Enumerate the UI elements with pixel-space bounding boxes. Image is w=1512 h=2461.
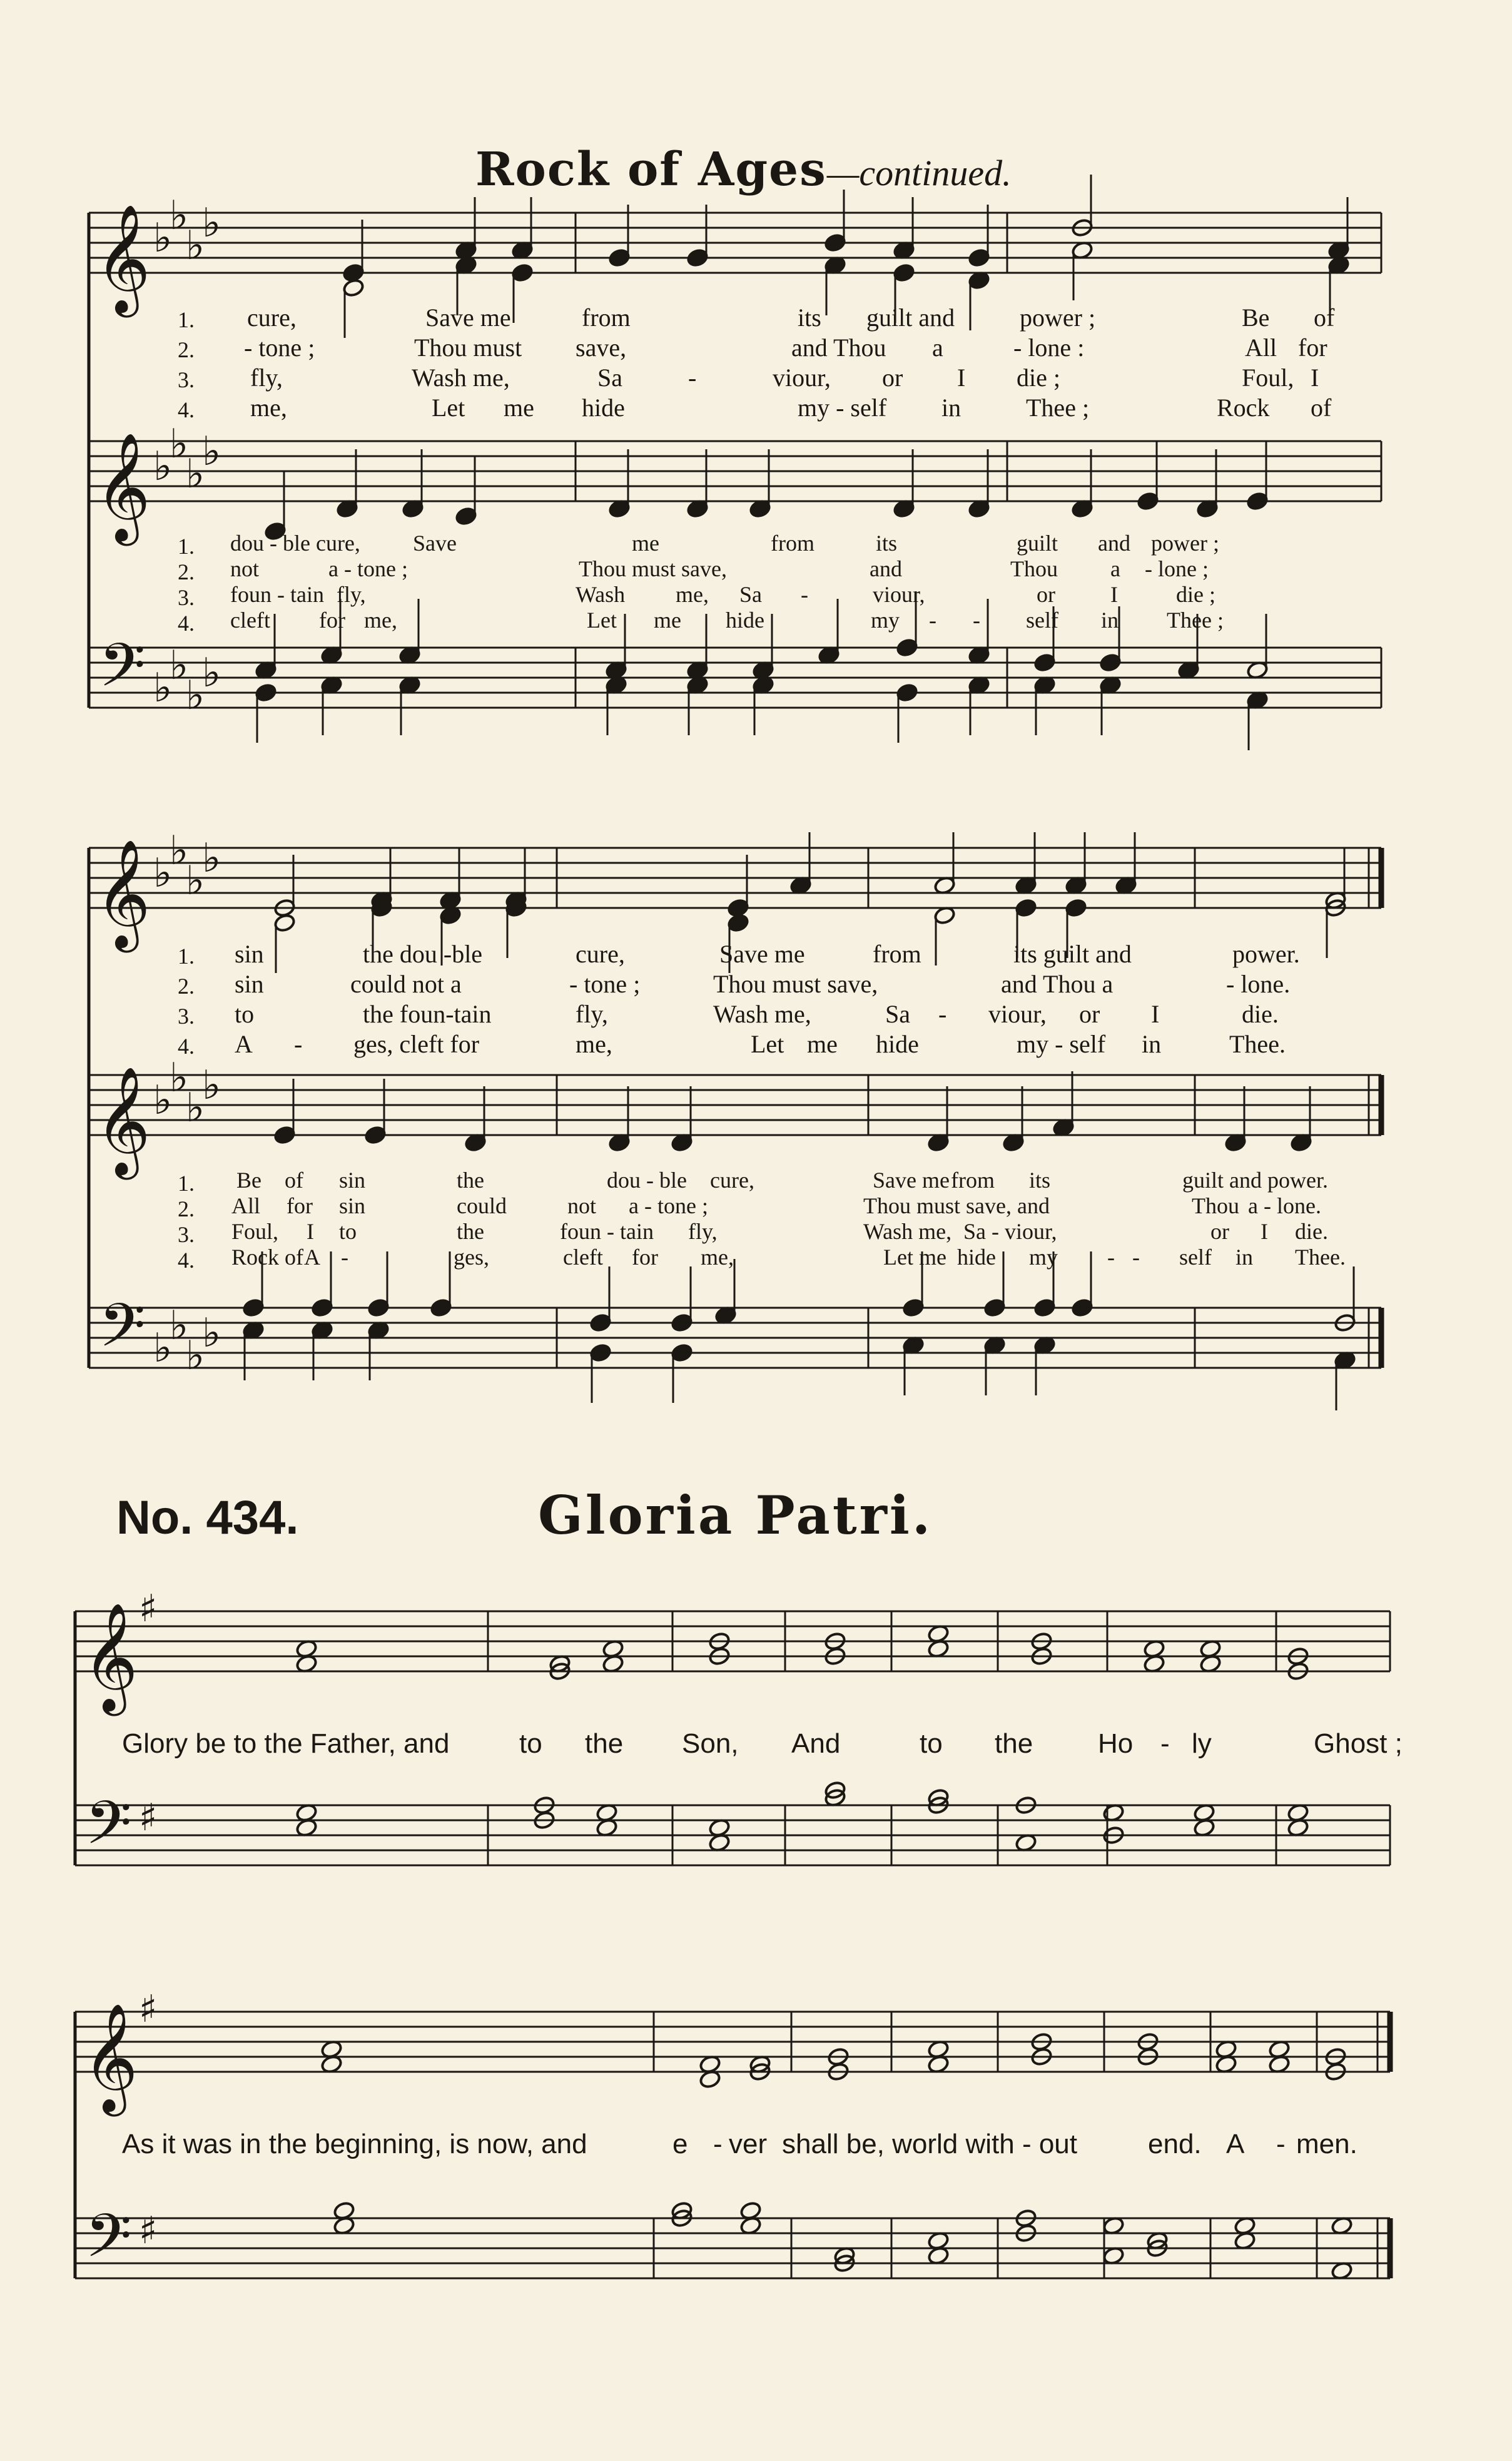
bass-clef: 𝄢 bbox=[85, 2201, 132, 2286]
lyric-syllable: Wash me, bbox=[713, 1000, 811, 1028]
lyric-syllable: guilt and bbox=[866, 303, 955, 332]
lyric-syllable: my bbox=[871, 608, 900, 633]
verse-number: 3. bbox=[178, 1222, 195, 1247]
verse-number: 1. bbox=[178, 307, 195, 332]
verse-number: 3. bbox=[178, 1004, 195, 1029]
lyric-syllable: Ghost ; bbox=[1314, 1728, 1403, 1759]
lyric-syllable: to bbox=[920, 1728, 943, 1759]
flat-sign: ♭ bbox=[170, 643, 189, 689]
lyric-syllable: power ; bbox=[1020, 303, 1096, 332]
flat-sign: ♭ bbox=[186, 1085, 205, 1131]
lyric-syllable: or bbox=[1210, 1219, 1229, 1244]
lyric-syllable: hide bbox=[582, 394, 625, 422]
lyric-syllable: All bbox=[1245, 334, 1277, 362]
hymn-number: No. 434. bbox=[116, 1491, 299, 1544]
lyric-syllable: Let me bbox=[883, 1245, 946, 1270]
lyric-syllable: Sa bbox=[885, 1000, 910, 1028]
verse-number: 3. bbox=[178, 585, 195, 610]
lyric-syllable: me, bbox=[364, 608, 397, 633]
lyric-syllable: power ; bbox=[1151, 531, 1219, 556]
lyric-syllable: Sa bbox=[739, 582, 762, 607]
lyric-syllable: ly bbox=[1192, 1728, 1212, 1759]
treble-clef: 𝄞 bbox=[95, 839, 151, 948]
lyric-syllable: to bbox=[339, 1219, 357, 1244]
lyric-syllable: - bbox=[1160, 1728, 1170, 1759]
lyric-syllable: from bbox=[582, 303, 631, 332]
lyric-syllable: shall be, world with - out bbox=[782, 2129, 1077, 2159]
verse-number: 1. bbox=[178, 944, 195, 969]
lyric-syllable: Wash me, bbox=[412, 364, 510, 392]
flat-sign: ♭ bbox=[153, 1325, 173, 1372]
lyric-syllable: me, bbox=[576, 1030, 612, 1058]
treble-clef: 𝄞 bbox=[83, 2003, 138, 2112]
lyric-syllable: Save bbox=[413, 531, 457, 556]
lyric-syllable: I bbox=[1261, 1219, 1268, 1244]
lyric-syllable: its guilt and bbox=[1013, 940, 1132, 968]
lyric-syllable: the bbox=[995, 1728, 1033, 1759]
lyric-syllable: Wash bbox=[576, 582, 626, 607]
lyric-syllable: Thou must bbox=[414, 334, 522, 362]
lyric-syllable: self bbox=[1026, 608, 1058, 633]
lyric-syllable: die. bbox=[1242, 1000, 1279, 1028]
verse-number: 1. bbox=[178, 534, 195, 559]
lyric-syllable: die. bbox=[1295, 1219, 1328, 1244]
lyric-syllable: to bbox=[519, 1728, 542, 1759]
lyric-syllable: Rock bbox=[1217, 394, 1270, 422]
lyric-syllable: self bbox=[1179, 1245, 1212, 1270]
flat-sign: ♭ bbox=[170, 1055, 189, 1101]
lyric-syllable: A bbox=[304, 1245, 320, 1270]
lyric-syllable: foun - tain bbox=[560, 1219, 654, 1244]
verse-number: 4. bbox=[178, 1034, 195, 1059]
lyric-syllable: could bbox=[457, 1193, 507, 1218]
lyric-syllable: die ; bbox=[1176, 582, 1215, 607]
flat-sign: ♭ bbox=[202, 1062, 221, 1109]
running-title bbox=[475, 143, 1012, 196]
lyric-syllable: my - self bbox=[798, 394, 887, 422]
verse-number: 3. bbox=[178, 367, 195, 392]
lyric-syllable: my - self bbox=[1017, 1030, 1106, 1058]
treble-clef: 𝄞 bbox=[95, 204, 151, 313]
verse-number: 2. bbox=[178, 1196, 195, 1221]
lyric-syllable: end. bbox=[1148, 2129, 1202, 2159]
lyric-syllable: - bbox=[973, 608, 980, 633]
lyric-syllable: in bbox=[941, 394, 961, 422]
lyric-syllable: my bbox=[1029, 1245, 1058, 1270]
flat-sign: ♭ bbox=[186, 858, 205, 904]
lyric-syllable: fly, bbox=[576, 1000, 608, 1028]
lyric-syllable: hide bbox=[726, 608, 764, 633]
lyric-syllable: cure, bbox=[710, 1168, 754, 1193]
lyric-syllable: Foul, bbox=[231, 1219, 279, 1244]
lyric-syllable: I bbox=[957, 364, 966, 392]
lyric-syllable: a bbox=[932, 334, 943, 362]
lyric-syllable: me, bbox=[701, 1245, 734, 1270]
lyric-syllable: I bbox=[1311, 364, 1319, 392]
lyric-syllable: Foul, bbox=[1242, 364, 1294, 392]
lyric-syllable: ver bbox=[729, 2129, 768, 2159]
lyric-syllable: in bbox=[1101, 608, 1119, 633]
lyric-syllable: Thou must save, bbox=[579, 556, 727, 581]
lyric-syllable: A bbox=[235, 1030, 253, 1058]
lyric-syllable: its bbox=[798, 303, 821, 332]
lyric-syllable: - bbox=[801, 582, 808, 607]
lyric-syllable: not bbox=[567, 1193, 597, 1218]
bass-clef: 𝄢 bbox=[85, 1788, 132, 1873]
lyric-syllable: Glory be to the Father, and bbox=[122, 1728, 450, 1759]
lyric-syllable: Sa bbox=[597, 364, 622, 392]
lyric-syllable: in bbox=[1142, 1030, 1162, 1058]
lyric-syllable: A bbox=[1226, 2129, 1245, 2159]
lyric-syllable: fly, bbox=[688, 1219, 718, 1244]
lyric-syllable: in bbox=[1235, 1245, 1254, 1270]
lyric-syllable: Let bbox=[587, 608, 617, 633]
verse-number: 2. bbox=[178, 974, 195, 999]
lyric-syllable: a - tone ; bbox=[629, 1193, 708, 1218]
lyric-syllable: Let bbox=[751, 1030, 784, 1058]
lyric-syllable: cleft bbox=[563, 1245, 603, 1270]
flat-sign: ♭ bbox=[202, 835, 221, 882]
lyric-syllable: Let bbox=[432, 394, 465, 422]
lyric-syllable: I bbox=[1151, 1000, 1160, 1028]
lyric-syllable: Son, bbox=[682, 1728, 739, 1759]
verse-number: 2. bbox=[178, 337, 195, 362]
running-title-suffix: —continued. bbox=[826, 153, 1012, 193]
lyric-syllable: its bbox=[1029, 1168, 1051, 1193]
flat-sign: ♭ bbox=[202, 200, 221, 247]
lyric-syllable: Wash me, bbox=[863, 1219, 952, 1244]
lyric-syllable: a - tone ; bbox=[328, 556, 408, 581]
lyric-syllable: - bbox=[938, 1000, 947, 1028]
lyric-syllable: I bbox=[1110, 582, 1118, 607]
lyric-syllable: Thee ; bbox=[1026, 394, 1090, 422]
lyric-syllable: the bbox=[457, 1219, 484, 1244]
lyric-syllable: As it was in the beginning, is now, and bbox=[122, 2129, 587, 2159]
lyric-syllable: or bbox=[882, 364, 903, 392]
lyric-syllable: me bbox=[654, 608, 681, 633]
flat-sign: ♭ bbox=[186, 223, 205, 269]
lyric-syllable: foun - tain bbox=[230, 582, 324, 607]
lyric-syllable: the bbox=[585, 1728, 624, 1759]
verse-number: 4. bbox=[178, 397, 195, 422]
lyric-syllable: a bbox=[1110, 556, 1120, 581]
lyric-syllable: cure, bbox=[576, 940, 625, 968]
lyric-syllable: Thou must save, and bbox=[863, 1193, 1050, 1218]
flat-sign: ♭ bbox=[186, 1333, 205, 1379]
lyric-syllable: dou - ble cure, bbox=[230, 531, 360, 556]
treble-clef: 𝄞 bbox=[95, 432, 151, 541]
lyric-syllable: - bbox=[688, 364, 697, 392]
lyric-syllable: viour, bbox=[773, 364, 831, 392]
verse-number: 4. bbox=[178, 1248, 195, 1273]
flat-sign: ♭ bbox=[153, 1078, 173, 1124]
lyric-syllable: - lone ; bbox=[1145, 556, 1209, 581]
lyric-syllable: Save me bbox=[719, 940, 805, 968]
clefs bbox=[83, 204, 151, 2286]
lyric-syllable: Ho bbox=[1098, 1728, 1134, 1759]
lyric-syllable: Thou must save, bbox=[713, 970, 878, 998]
lyric-syllable: Sa - viour, bbox=[963, 1219, 1057, 1244]
lyric-syllable: Thee. bbox=[1295, 1245, 1346, 1270]
lyric-syllable: cure, bbox=[247, 303, 297, 332]
treble-clef: 𝄞 bbox=[83, 1602, 138, 1711]
lyric-syllable: sin bbox=[339, 1168, 366, 1193]
lyric-syllable: to bbox=[235, 1000, 255, 1028]
verse-number: 2. bbox=[178, 559, 195, 584]
verse-number: 1. bbox=[178, 1171, 195, 1196]
lyric-syllable: sin bbox=[235, 970, 264, 998]
lyric-syllable: for bbox=[632, 1245, 658, 1270]
lyric-syllable: - bbox=[1132, 1245, 1140, 1270]
lyric-syllable: fly, bbox=[337, 582, 366, 607]
lyric-syllable: from bbox=[771, 531, 814, 556]
lyric-syllable: - bbox=[713, 2129, 723, 2159]
lyric-syllable: Thou bbox=[1010, 556, 1058, 581]
flat-sign: ♭ bbox=[202, 429, 221, 475]
lyric-syllable: viour, bbox=[873, 582, 925, 607]
lyric-syllable: Rock of bbox=[231, 1245, 303, 1270]
lyric-syllable: - bbox=[294, 1030, 303, 1058]
lyric-syllable: power. bbox=[1232, 940, 1300, 968]
flat-sign: ♭ bbox=[202, 650, 221, 696]
lyric-syllable: Save me bbox=[425, 303, 511, 332]
lyric-syllable: the bbox=[457, 1168, 484, 1193]
lyric-syllable: of bbox=[1314, 303, 1335, 332]
lyric-syllable: from bbox=[951, 1168, 995, 1193]
lyric-syllable: die ; bbox=[1017, 364, 1060, 392]
flat-sign: ♭ bbox=[153, 665, 173, 711]
lyric-syllable: could not a bbox=[350, 970, 462, 998]
lyric-syllable: or bbox=[1079, 1000, 1100, 1028]
lyric-syllable: for bbox=[287, 1193, 313, 1218]
flat-sign: ♭ bbox=[202, 1310, 221, 1357]
lyric-syllable: or bbox=[1037, 582, 1055, 607]
lyric-syllable: a - lone. bbox=[1248, 1193, 1321, 1218]
lyric-syllable: - bbox=[341, 1245, 348, 1270]
lyric-syllable: sin bbox=[235, 940, 264, 968]
lyric-syllable: Thou bbox=[1192, 1193, 1239, 1218]
lyric-syllable: of bbox=[1311, 394, 1332, 422]
sharp-sign: ♯ bbox=[139, 1796, 158, 1840]
lyric-syllable: sin bbox=[339, 1193, 366, 1218]
lyric-syllable: - bbox=[929, 608, 936, 633]
flat-sign: ♭ bbox=[153, 444, 173, 490]
lyric-syllable: cleft bbox=[230, 608, 270, 633]
flat-sign: ♭ bbox=[186, 673, 205, 719]
lyric-syllable: and Thou bbox=[791, 334, 886, 362]
lyric-syllable: me, bbox=[250, 394, 287, 422]
flat-sign: ♭ bbox=[170, 828, 189, 874]
bass-clef: 𝄢 bbox=[99, 631, 146, 715]
lyric-syllable: ges, bbox=[454, 1245, 489, 1270]
sharp-sign: ♯ bbox=[139, 2209, 158, 2253]
lyric-syllable: I bbox=[307, 1219, 314, 1244]
lyric-syllable: the dou -ble bbox=[363, 940, 483, 968]
flat-sign: ♭ bbox=[153, 215, 173, 262]
lyric-syllable: hide bbox=[957, 1245, 996, 1270]
flat-sign: ♭ bbox=[170, 193, 189, 239]
treble-clef: 𝄞 bbox=[95, 1066, 151, 1175]
lyric-syllable: from bbox=[873, 940, 921, 968]
lyric-syllable: All bbox=[231, 1193, 261, 1218]
lyric-syllable: viour, bbox=[988, 1000, 1047, 1028]
lyric-syllable: me bbox=[504, 394, 534, 422]
lyric-syllable: its bbox=[876, 531, 898, 556]
lyric-syllable: fly, bbox=[250, 364, 283, 392]
lyric-syllable: me, bbox=[676, 582, 709, 607]
lyric-syllable: the foun-tain bbox=[363, 1000, 492, 1028]
lyric-syllable: e bbox=[672, 2129, 688, 2159]
hymn-title: Gloria Patri. bbox=[538, 1484, 933, 1546]
lyric-syllable: Thee ; bbox=[1167, 608, 1224, 633]
sharp-sign: ♯ bbox=[139, 1587, 158, 1631]
lyric-syllable: - bbox=[1276, 2129, 1286, 2159]
lyric-syllable: Be bbox=[1242, 303, 1270, 332]
lyric-syllable: And bbox=[791, 1728, 841, 1759]
lyric-syllable: for bbox=[1298, 334, 1327, 362]
lyric-syllable: guilt bbox=[1017, 531, 1058, 556]
lyric-syllable: - lone : bbox=[1013, 334, 1085, 362]
lyric-syllable: - tone ; bbox=[569, 970, 641, 998]
running-title-text: Rock of Ages bbox=[475, 143, 827, 196]
flat-sign: ♭ bbox=[186, 451, 205, 497]
lyric-syllable: guilt and power. bbox=[1182, 1168, 1328, 1193]
lyric-syllable: ges, cleft for bbox=[353, 1030, 480, 1058]
lyric-syllable: and bbox=[1098, 531, 1130, 556]
lyric-syllable: Thee. bbox=[1229, 1030, 1286, 1058]
lyric-syllable: - lone. bbox=[1226, 970, 1291, 998]
lyric-syllable: not bbox=[230, 556, 260, 581]
flat-sign: ♭ bbox=[153, 850, 173, 897]
lyric-syllable: - bbox=[1107, 1245, 1115, 1270]
lyric-syllable: - tone ; bbox=[244, 334, 315, 362]
lyric-syllable: dou - ble bbox=[607, 1168, 687, 1193]
flat-sign: ♭ bbox=[170, 421, 189, 467]
notes bbox=[242, 175, 1356, 2281]
bass-clef: 𝄢 bbox=[99, 1291, 146, 1375]
verse-number: 4. bbox=[178, 611, 195, 636]
lyric-syllable: and bbox=[870, 556, 902, 581]
lyric-syllable: hide bbox=[876, 1030, 919, 1058]
lyric-syllable: save, bbox=[576, 334, 627, 362]
lyric-syllable: of bbox=[285, 1168, 303, 1193]
lyric-syllable: me bbox=[807, 1030, 838, 1058]
lyric-syllable: Save me bbox=[873, 1168, 950, 1193]
lyric-syllable: Be bbox=[236, 1168, 261, 1193]
lyric-syllable: me bbox=[632, 531, 659, 556]
lyric-syllable: for bbox=[319, 608, 345, 633]
flat-sign: ♭ bbox=[170, 1303, 189, 1349]
lyric-syllable: men. bbox=[1296, 2129, 1357, 2159]
lyric-syllable: and Thou a bbox=[1001, 970, 1114, 998]
sharp-sign: ♯ bbox=[139, 1987, 158, 2031]
